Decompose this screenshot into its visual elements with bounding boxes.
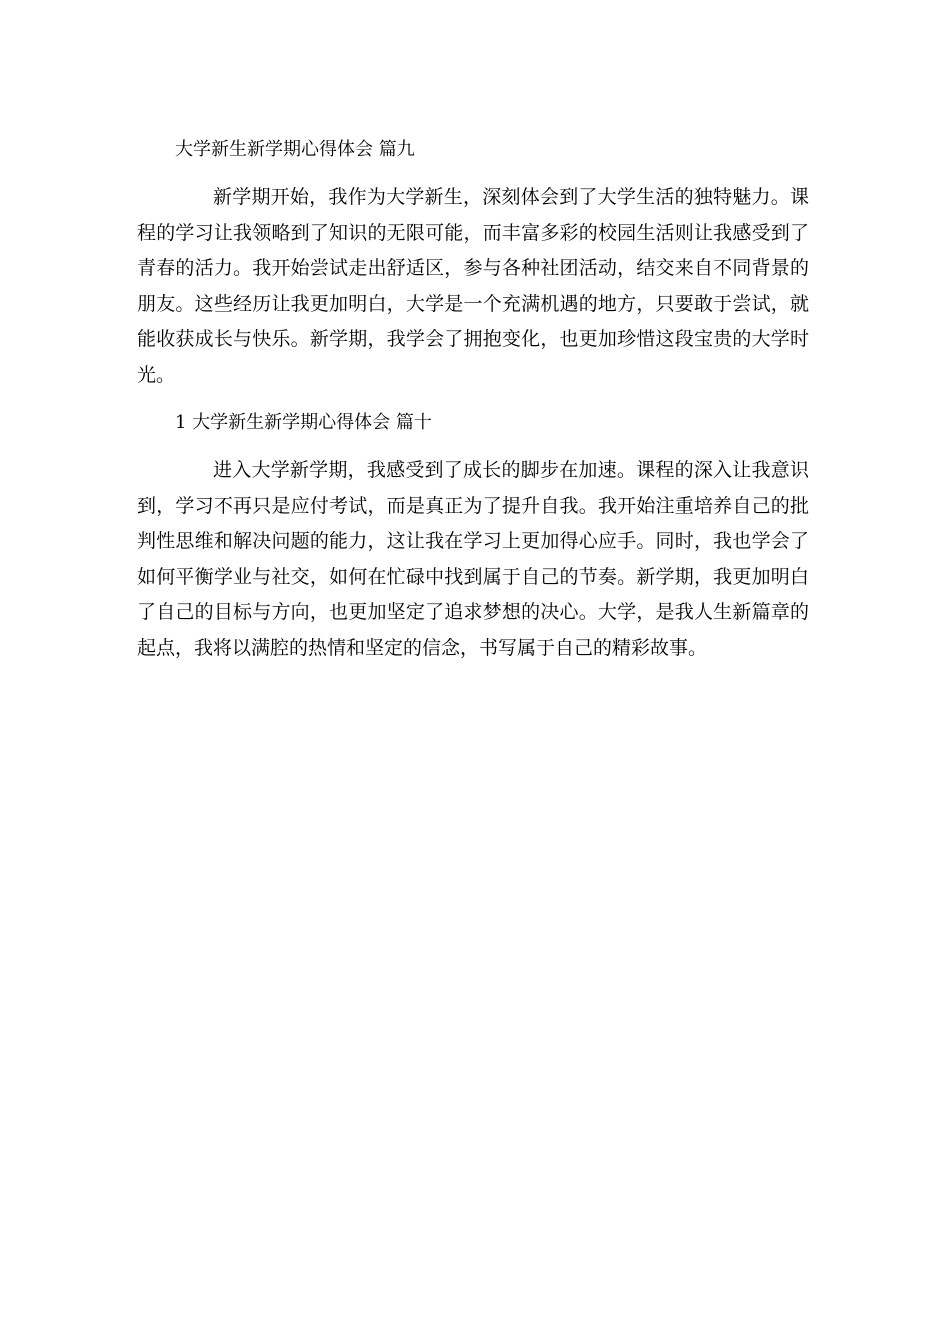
essay-section-9 xyxy=(137,137,809,394)
section-paragraph: 新学期开始，我作为大学新生，深刻体会到了大学生活的独特魅力。课程的学习让我领略到了知识的无限可能，而丰富多彩的校园生活则让我感受到了青春的活力。我开始尝试走出舒适区，参与各种社团活动，结交来自不同背景的朋友。这些经历让我更加明白，大学是一个充满机遇的地方，只要敢于尝试，就能收获成长与快乐。新学期，我学会了拥抱变化，也更加珍惜这段宝贵的大学时光。 xyxy=(137,186,809,386)
section-paragraph: 进入大学新学期，我感受到了成长的脚步在加速。课程的深入让我意识到，学习不再只是应付考试，而是真正为了提升自我。我开始注重培养自己的批判性思维和解决问题的能力，这让我在学习上更加得心应手。同时，我也学会了如何平衡学业与社交，如何在忙碌中找到属于自己的节奏。新学期，我更加明白了自己的目标与方向，也更加坚定了追求梦想的决心。大学，是我人生新篇章的起点，我将以满腔的热情和坚定的信念，书写属于自己的精彩故事。 xyxy=(137,459,809,659)
section-heading: 1 大学新生新学期心得体会 篇十 xyxy=(175,412,432,433)
essay-section-10 xyxy=(137,410,809,667)
section-heading: 大学新生新学期心得体会 篇九 xyxy=(175,139,415,160)
